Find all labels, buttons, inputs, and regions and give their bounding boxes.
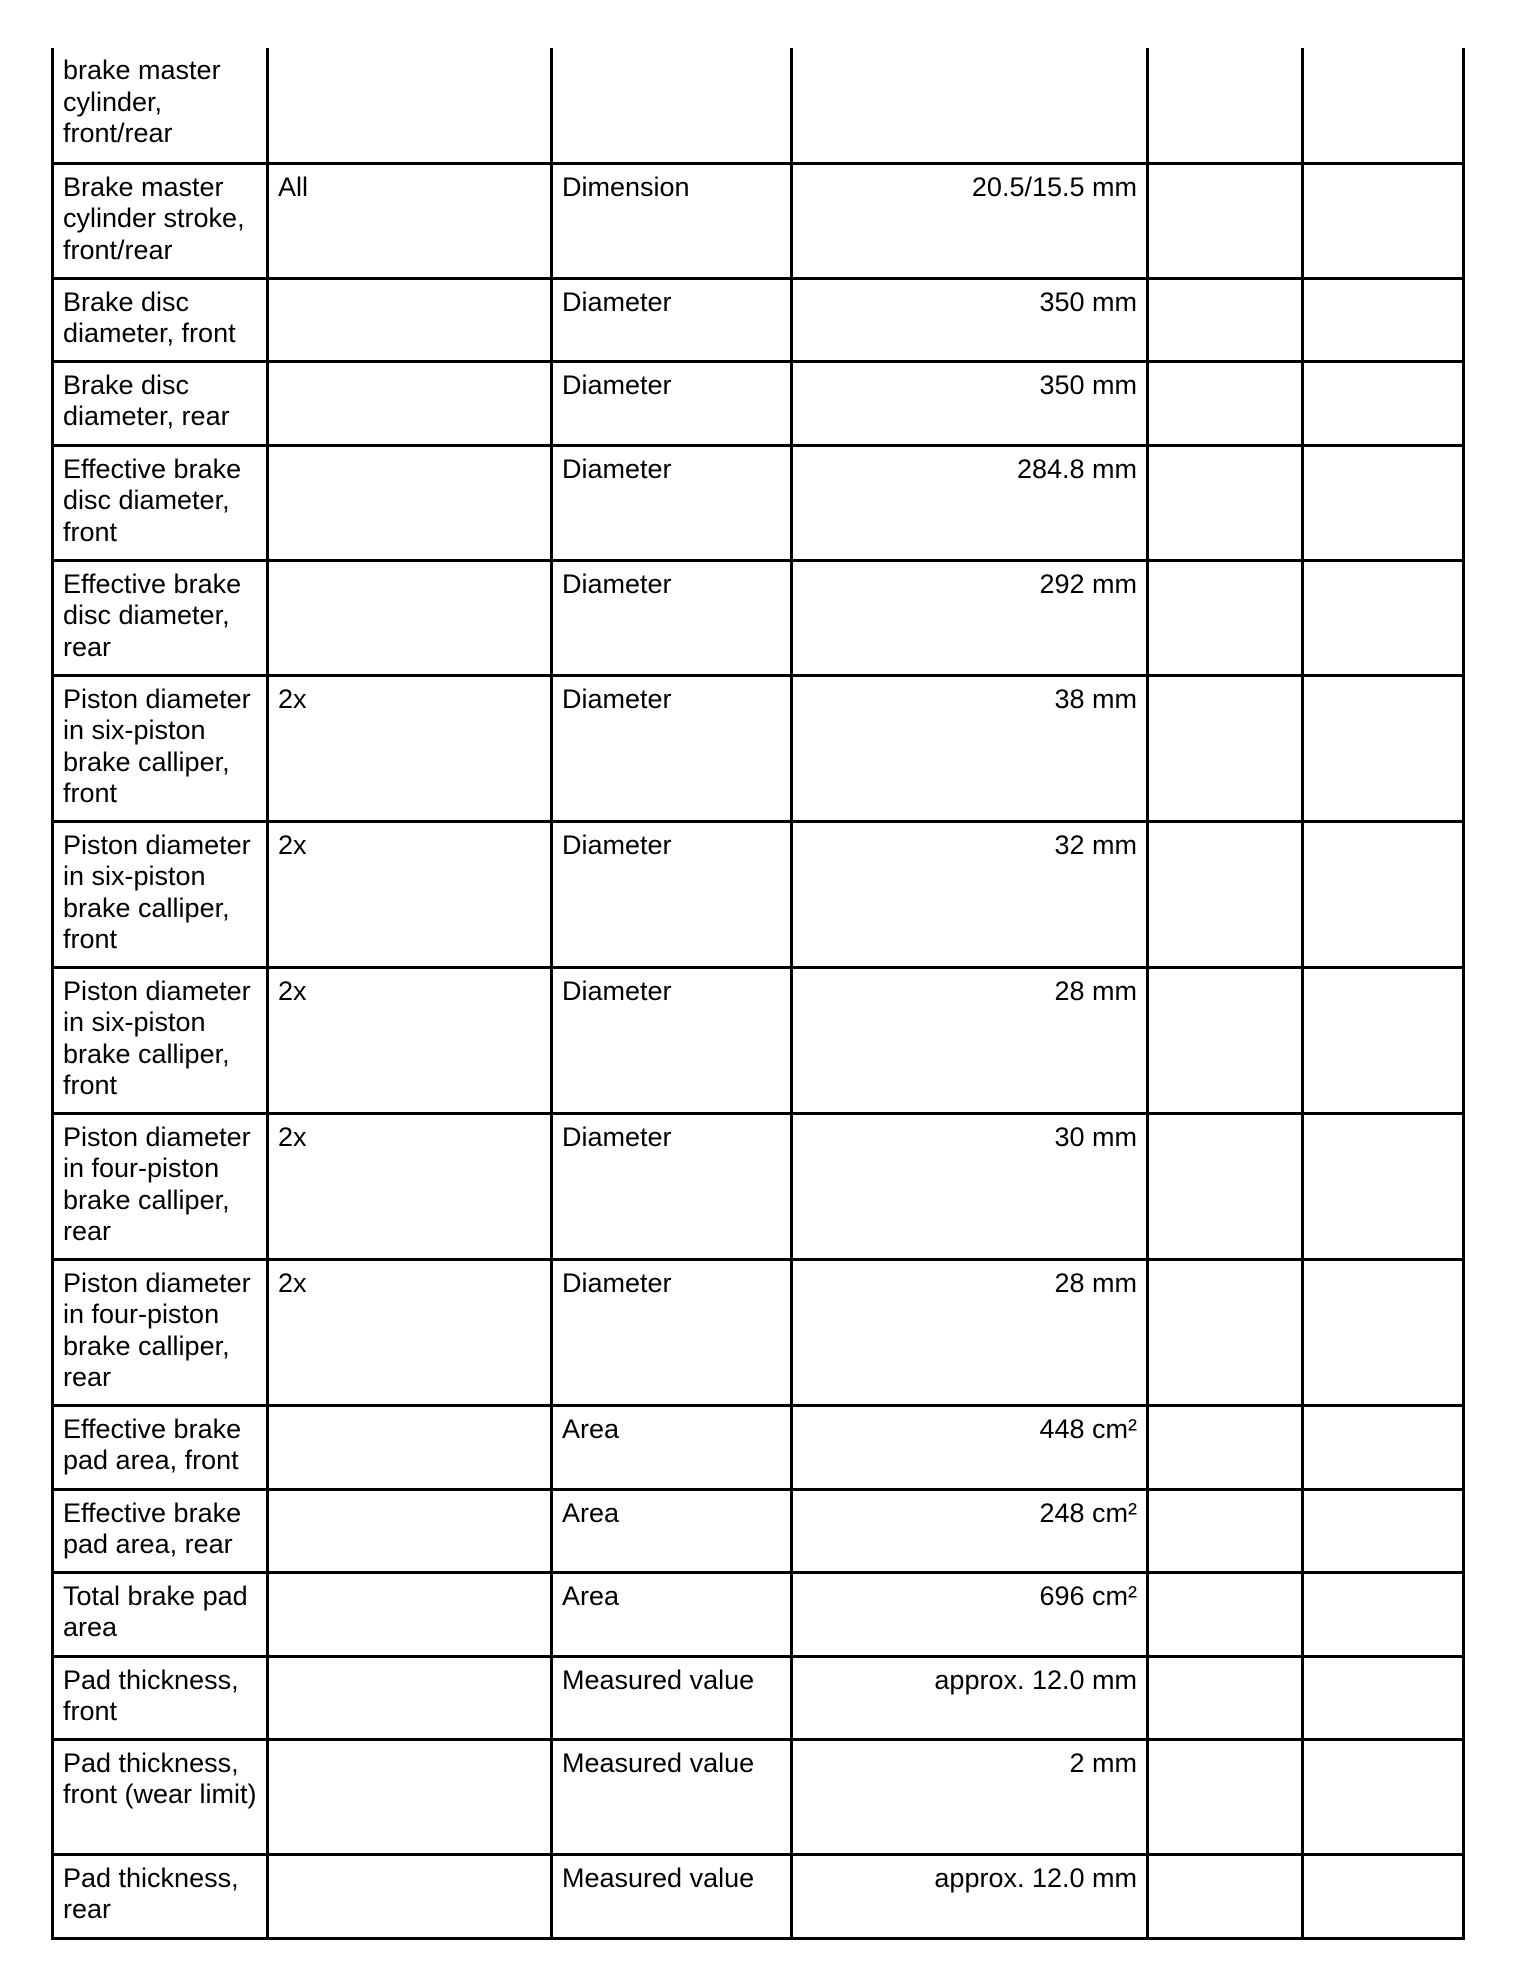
- value-cell: 696 cm²: [792, 1572, 1148, 1656]
- empty-cell: [1303, 1113, 1464, 1259]
- value-cell: 448 cm²: [792, 1405, 1148, 1489]
- table-row: [53, 1739, 1464, 1854]
- parameter-cell: Piston diameter in four-piston brake calliper, rear: [53, 1259, 268, 1405]
- value-cell: 292 mm: [792, 560, 1148, 675]
- table-row: [53, 675, 1464, 821]
- empty-cell: [1148, 1113, 1303, 1259]
- empty-cell: [1303, 1739, 1464, 1854]
- table-row: [53, 1572, 1464, 1656]
- table-row: [53, 967, 1464, 1113]
- table-row: [53, 1405, 1464, 1489]
- application-cell: All: [268, 163, 552, 278]
- type-cell: Diameter: [552, 1259, 792, 1405]
- table-row: [53, 560, 1464, 675]
- table-row: [53, 1113, 1464, 1259]
- value-cell: 38 mm: [792, 675, 1148, 821]
- empty-cell: [1303, 560, 1464, 675]
- empty-cell: [1303, 1489, 1464, 1572]
- value-cell: 28 mm: [792, 1259, 1148, 1405]
- empty-cell: [1303, 361, 1464, 445]
- table-row: [53, 1656, 1464, 1739]
- empty-cell: [1303, 445, 1464, 560]
- parameter-cell: Effective brake disc diameter, front: [53, 445, 268, 560]
- table-row: [53, 1259, 1464, 1405]
- type-cell: Area: [552, 1405, 792, 1489]
- parameter-cell: Brake master cylinder stroke, front/rear: [53, 163, 268, 278]
- parameter-cell: brake master cylinder, front/rear: [53, 48, 268, 163]
- empty-cell: [1303, 967, 1464, 1113]
- empty-cell: [1148, 1854, 1303, 1938]
- application-cell: [268, 1405, 552, 1489]
- type-cell: Diameter: [552, 1113, 792, 1259]
- application-cell: 2x: [268, 675, 552, 821]
- parameter-cell: Pad thickness, rear: [53, 1854, 268, 1938]
- value-cell: 2 mm: [792, 1739, 1148, 1854]
- value-cell: 32 mm: [792, 821, 1148, 967]
- application-cell: [268, 361, 552, 445]
- empty-cell: [1303, 675, 1464, 821]
- type-cell: Diameter: [552, 967, 792, 1113]
- empty-cell: [1303, 48, 1464, 163]
- type-cell: Measured value: [552, 1854, 792, 1938]
- value-cell: 350 mm: [792, 278, 1148, 361]
- empty-cell: [1148, 560, 1303, 675]
- type-cell: Diameter: [552, 821, 792, 967]
- parameter-cell: Pad thickness, front (wear limit): [53, 1739, 268, 1854]
- value-cell: 28 mm: [792, 967, 1148, 1113]
- type-cell: Diameter: [552, 560, 792, 675]
- type-cell: Diameter: [552, 675, 792, 821]
- application-cell: [268, 278, 552, 361]
- application-cell: 2x: [268, 1259, 552, 1405]
- table-row: [53, 48, 1464, 163]
- parameter-cell: Effective brake disc diameter, rear: [53, 560, 268, 675]
- empty-cell: [1303, 1656, 1464, 1739]
- table-row: [53, 361, 1464, 445]
- value-cell: 20.5/15.5 mm: [792, 163, 1148, 278]
- parameter-cell: Brake disc diameter, front: [53, 278, 268, 361]
- type-cell: Measured value: [552, 1656, 792, 1739]
- table-row: [53, 821, 1464, 967]
- parameter-cell: Pad thickness, front: [53, 1656, 268, 1739]
- empty-cell: [1148, 1489, 1303, 1572]
- empty-cell: [1148, 1405, 1303, 1489]
- application-cell: [268, 445, 552, 560]
- empty-cell: [1148, 48, 1303, 163]
- application-cell: 2x: [268, 967, 552, 1113]
- application-cell: [268, 1572, 552, 1656]
- parameter-cell: Piston diameter in six-piston brake calliper, front: [53, 675, 268, 821]
- table-row: [53, 445, 1464, 560]
- empty-cell: [1148, 821, 1303, 967]
- empty-cell: [1303, 278, 1464, 361]
- table-row: [53, 278, 1464, 361]
- value-cell: 284.8 mm: [792, 445, 1148, 560]
- value-cell: 350 mm: [792, 361, 1148, 445]
- empty-cell: [1148, 1656, 1303, 1739]
- empty-cell: [1303, 821, 1464, 967]
- value-cell: 248 cm²: [792, 1489, 1148, 1572]
- parameter-cell: Total brake pad area: [53, 1572, 268, 1656]
- value-cell: approx. 12.0 mm: [792, 1656, 1148, 1739]
- value-cell: [792, 48, 1148, 163]
- type-cell: Diameter: [552, 445, 792, 560]
- parameter-cell: Piston diameter in six-piston brake calliper, front: [53, 821, 268, 967]
- empty-cell: [1148, 445, 1303, 560]
- type-cell: Dimension: [552, 163, 792, 278]
- application-cell: [268, 560, 552, 675]
- parameter-cell: Piston diameter in six-piston brake calliper, front: [53, 967, 268, 1113]
- table-row: [53, 163, 1464, 278]
- application-cell: [268, 1739, 552, 1854]
- parameter-cell: Brake disc diameter, rear: [53, 361, 268, 445]
- type-cell: [552, 48, 792, 163]
- parameter-cell: Effective brake pad area, rear: [53, 1489, 268, 1572]
- empty-cell: [1303, 1405, 1464, 1489]
- value-cell: approx. 12.0 mm: [792, 1854, 1148, 1938]
- type-cell: Area: [552, 1489, 792, 1572]
- empty-cell: [1148, 278, 1303, 361]
- empty-cell: [1303, 1259, 1464, 1405]
- application-cell: [268, 1854, 552, 1938]
- empty-cell: [1303, 1572, 1464, 1656]
- application-cell: 2x: [268, 821, 552, 967]
- parameter-cell: Piston diameter in four-piston brake calliper, rear: [53, 1113, 268, 1259]
- empty-cell: [1148, 675, 1303, 821]
- type-cell: Measured value: [552, 1739, 792, 1854]
- empty-cell: [1148, 1259, 1303, 1405]
- empty-cell: [1148, 1572, 1303, 1656]
- specification-table: [51, 48, 1465, 1940]
- table-row: [53, 1489, 1464, 1572]
- table-row: [53, 1854, 1464, 1938]
- type-cell: Area: [552, 1572, 792, 1656]
- application-cell: [268, 1489, 552, 1572]
- empty-cell: [1148, 967, 1303, 1113]
- empty-cell: [1303, 1854, 1464, 1938]
- application-cell: [268, 48, 552, 163]
- empty-cell: [1148, 163, 1303, 278]
- empty-cell: [1303, 163, 1464, 278]
- value-cell: 30 mm: [792, 1113, 1148, 1259]
- parameter-cell: Effective brake pad area, front: [53, 1405, 268, 1489]
- empty-cell: [1148, 361, 1303, 445]
- application-cell: 2x: [268, 1113, 552, 1259]
- empty-cell: [1148, 1739, 1303, 1854]
- type-cell: Diameter: [552, 278, 792, 361]
- type-cell: Diameter: [552, 361, 792, 445]
- application-cell: [268, 1656, 552, 1739]
